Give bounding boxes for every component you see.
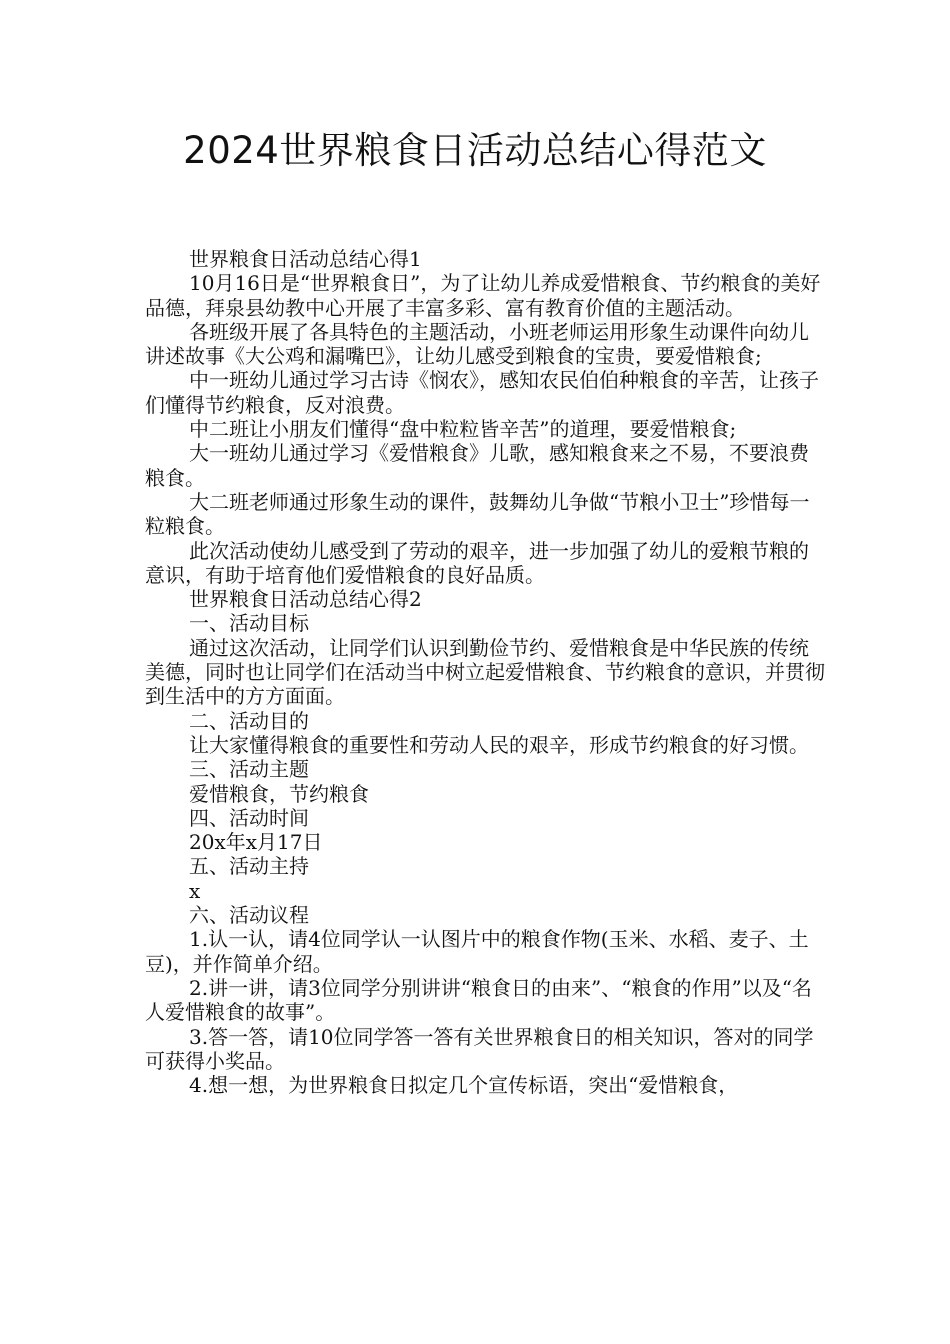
paragraph: 10月16日是“世界粮食日”，为了让幼儿养成爱惜粮食、节约粮食的美好品德，拜泉县幼教中心开展了丰富多彩、富有教育价值的主题活动。 [145, 271, 821, 320]
list-item: 4.想一想，为世界粮食日拟定几个宣传标语，突出“爱惜粮食， [189, 1073, 739, 1098]
subsection-heading: 一、活动目标 [189, 611, 309, 636]
section-heading: 世界粮食日活动总结心得2 [189, 587, 422, 612]
paragraph: 各班级开展了各具特色的主题活动，小班老师运用形象生动课件向幼儿讲述故事《大公鸡和漏嘴巴》，让幼儿感受到粮食的宝贵，要爱惜粮食; [145, 319, 809, 369]
subsection-heading: 五、活动主持 [189, 854, 309, 879]
list-item: 3.答一答，请10位同学答一答有关世界粮食日的相关知识，答对的同学可获得小奖品。 [145, 1024, 814, 1073]
document-title: 2024世界粮食日活动总结心得范文 [183, 129, 767, 172]
paragraph: 此次活动使幼儿感受到了劳动的艰辛，进一步加强了幼儿的爱粮节粮的意识，有助于培育他们爱惜粮食的良好品质。 [145, 538, 809, 587]
paragraph: 20x年x月17日 [189, 830, 323, 855]
paragraph: 大二班老师通过形象生动的课件，鼓舞幼儿争做“节粮小卫士”珍惜每一粒粮食。 [145, 489, 810, 539]
subsection-heading: 三、活动主题 [189, 757, 309, 782]
paragraph: 大一班幼儿通过学习《爱惜粮食》儿歌，感知粮食来之不易，不要浪费粮食。 [145, 441, 809, 490]
document-body [145, 247, 825, 1097]
list-item: 1.认一认，请4位同学认一认图片中的粮食作物(玉米、水稻、麦子、土豆)，并作简单介绍。 [145, 927, 809, 976]
subsection-heading: 四、活动时间 [189, 805, 309, 830]
paragraph: 通过这次活动，让同学们认识到勤俭节约、爱惜粮食是中华民族的传统美德，同时也让同学们在活动当中树立起爱惜粮食、节约粮食的意识，并贯彻到生活中的方方面面。 [145, 635, 825, 709]
subsection-heading: 二、活动目的 [189, 708, 309, 733]
section-heading: 世界粮食日活动总结心得1 [189, 247, 422, 271]
paragraph: 爱惜粮食，节约粮食 [189, 781, 369, 806]
paragraph: x [189, 878, 201, 903]
paragraph: 中二班让小朋友们懂得“盘中粒粒皆辛苦”的道理，要爱惜粮食; [189, 417, 737, 442]
paragraph: 让大家懂得粮食的重要性和劳动人民的艰辛，形成节约粮食的好习惯。 [189, 732, 809, 757]
paragraph: 中一班幼儿通过学习古诗《悯农》，感知农民伯伯种粮食的辛苦，让孩子们懂得节约粮食，反对浪费。 [145, 368, 819, 417]
subsection-heading: 六、活动议程 [189, 903, 309, 928]
list-item: 2.讲一讲，请3位同学分别讲讲“粮食日的由来”、“粮食的作用”以及“名人爱惜粮食的故事”。 [145, 975, 812, 1025]
